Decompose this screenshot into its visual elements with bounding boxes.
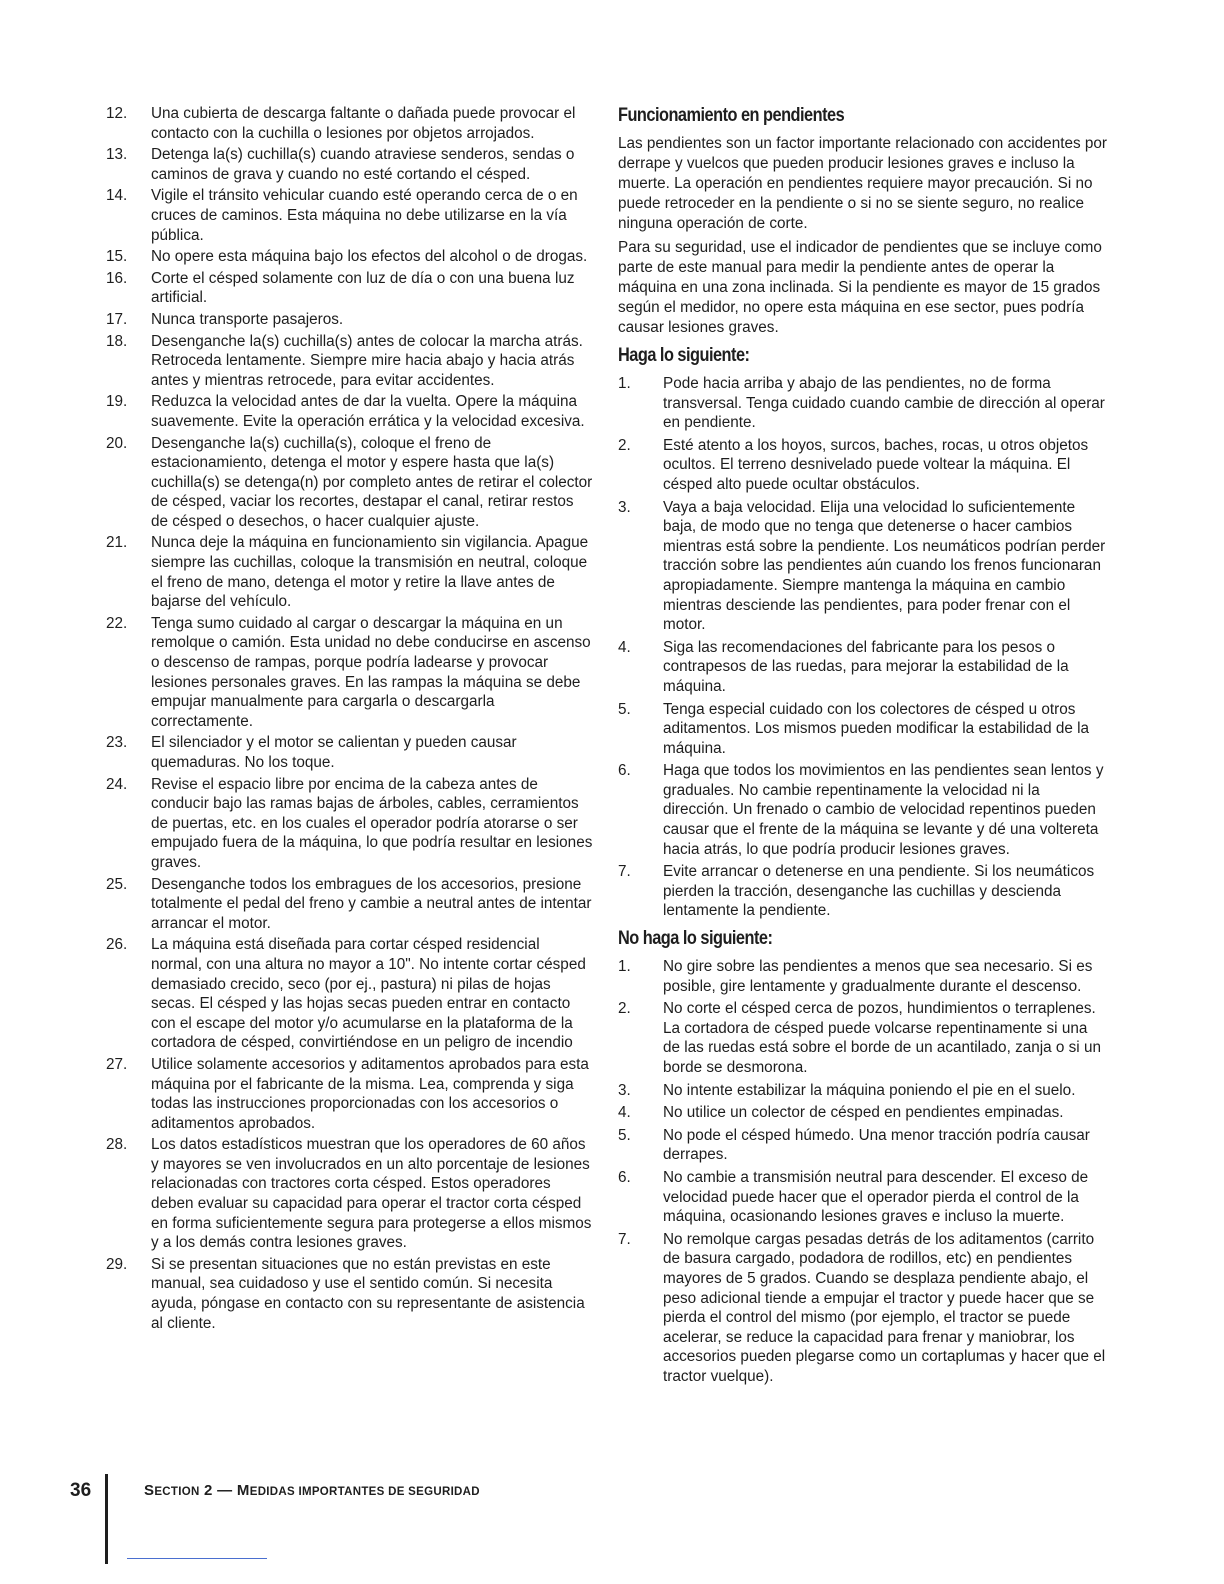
- safety-rules-list: [106, 104, 594, 1333]
- list-item: [618, 374, 1108, 433]
- item-number: 24.: [106, 775, 128, 793]
- list-item: [618, 999, 1108, 1077]
- section-prefix: S: [144, 1482, 155, 1499]
- list-item: [106, 733, 594, 772]
- item-text: Evite arrancar o detenerse en una pendiente. Si los neumáticos pierden la tracción, desenganche las cuchillas y descienda lentamente la pendiente.: [663, 863, 1095, 920]
- item-number: 4.: [618, 1104, 631, 1122]
- item-number: 19.: [106, 393, 128, 411]
- do-heading: Haga lo siguiente:: [618, 345, 750, 366]
- left-column: [106, 104, 594, 1335]
- list-item: [106, 935, 594, 1053]
- item-text: Siga las recomendaciones del fabricante para los pesos o contrapesos de las ruedas, para mejorar la estabilidad de la máquina.: [663, 638, 1069, 695]
- item-text: Una cubierta de descarga faltante o dañada puede provocar el contacto con la cuchilla o lesiones por objetos arrojados.: [151, 105, 576, 142]
- list-item: [106, 1255, 594, 1333]
- list-item: [618, 761, 1108, 859]
- item-number: 16.: [106, 269, 128, 287]
- item-number: 5.: [618, 1126, 631, 1144]
- item-number: 1.: [618, 958, 631, 976]
- item-number: 15.: [106, 248, 128, 266]
- item-text: No opere esta máquina bajo los efectos del alcohol o de drogas.: [151, 248, 588, 266]
- list-item: [618, 498, 1108, 635]
- list-item: [106, 310, 594, 330]
- list-item: [106, 614, 594, 732]
- item-text: No utilice un colector de césped en pendientes empinadas.: [663, 1104, 1064, 1122]
- list-item: [618, 1168, 1108, 1227]
- list-item: [106, 247, 594, 267]
- item-number: 3.: [618, 498, 631, 516]
- item-number: 20.: [106, 434, 128, 452]
- list-item: [106, 875, 594, 934]
- list-item: [106, 1055, 594, 1133]
- item-text: No intente estabilizar la máquina poniendo el pie en el suelo.: [663, 1081, 1076, 1099]
- item-text: Vigile el tránsito vehicular cuando esté operando cerca de o en cruces de caminos. Esta máquina no debe utilizarse en la vía pública.: [151, 187, 578, 244]
- item-text: No remolque cargas pesadas detrás de los aditamentos (carrito de basura cargado, podadora de rodillos, etc) en pendientes mayores de 5 grados. Cuando se desplaza pendiente abajo, el peso adicional tiende a empujar el tractor y puede hacer que se pierda el control del mismo (por ejemplo, el tractor se puede acelerar, se reduce la capacidad para frenar y maniobrar, los accesorios pueden plegarse como un cortaplumas y hacer que el tractor vuelque).: [663, 1230, 1106, 1385]
- dont-heading: No haga lo siguiente:: [618, 928, 773, 950]
- list-item: [618, 957, 1108, 996]
- item-number: 7.: [618, 1230, 631, 1248]
- section-number: 2 —: [204, 1482, 233, 1499]
- item-text: Nunca transporte pasajeros.: [151, 310, 344, 328]
- item-text: Revise el espacio libre por encima de la cabeza antes de conducir bajo las ramas bajas de árboles, cables, cerramientos de puertas, etc. en los cuales el operador podría atorarse o ser empujado fuera de la máquina, lo que podría resultar en lesiones graves.: [151, 775, 593, 871]
- section-title-small: EDIDAS IMPORTANTES DE SEGURIDAD: [249, 1486, 480, 1498]
- item-number: 17.: [106, 310, 128, 328]
- item-text: Desenganche la(s) cuchilla(s), coloque el freno de estacionamiento, detenga el motor y espere hasta que la(s) cuchilla(s) se detenga(n) por completo antes de retirar el colector de césped, vaciar los recortes, destapar el canal, retirar restos de césped o desechos, o hacer cualquier ajuste.: [151, 434, 593, 530]
- item-number: 6.: [618, 762, 631, 780]
- item-number: 18.: [106, 332, 128, 350]
- item-number: 28.: [106, 1136, 128, 1154]
- item-number: 22.: [106, 614, 128, 632]
- item-text: Utilice solamente accesorios y aditamentos aprobados para esta máquina por el fabricante de la misma. Lea, comprenda y siga todas las instrucciones proporcionadas con los accesorios o aditamentos aprobados.: [151, 1055, 589, 1132]
- page-number: 36: [70, 1480, 92, 1501]
- list-item: [618, 1126, 1108, 1165]
- list-item: [618, 1103, 1108, 1123]
- do-list: [618, 374, 1108, 921]
- item-text: Detenga la(s) cuchilla(s) cuando atraviese senderos, sendas o caminos de grava y cuando no esté cortando el césped.: [151, 146, 575, 183]
- section-title-cap: M: [236, 1482, 250, 1499]
- list-item: [106, 269, 594, 308]
- item-text: No pode el césped húmedo. Una menor tracción podría causar derrapes.: [663, 1126, 1090, 1164]
- section-prefix-small: ECTION: [154, 1486, 200, 1498]
- bottom-rule: [127, 1558, 267, 1559]
- item-text: Tenga sumo cuidado al cargar o descargar la máquina en un remolque o camión. Esta unidad no debe conducirse en ascenso o descenso de rampas, porque podría ladearse y provocar lesiones personales graves. En las rampas la máquina se debe empujar manualmente para cargarla o descargarla correctamente.: [151, 614, 591, 730]
- item-number: 27.: [106, 1055, 128, 1073]
- list-item: [106, 104, 594, 143]
- item-text: Los datos estadísticos muestran que los operadores de 60 años y mayores se ven involucrados en un alto porcentaje de lesiones relacionadas con tractores corta césped. Estos operadores deben evaluar su capacidad para operar el tractor corta césped en forma suficientemente segura para protegerse a ellos mismos y a los demás contra lesiones graves.: [151, 1136, 592, 1252]
- item-number: 6.: [618, 1168, 631, 1186]
- item-text: Tenga especial cuidado con los colectores de césped u otros aditamentos. Los mismos pueden modificar la estabilidad de la máquina.: [663, 700, 1089, 757]
- item-number: 2.: [618, 1000, 631, 1018]
- item-text: Desenganche la(s) cuchilla(s) antes de colocar la marcha atrás. Retroceda lentamente. Siempre mire hacia abajo y hacia atrás antes y mientras retrocede, para evitar accidentes.: [151, 332, 583, 389]
- list-item: [618, 1081, 1108, 1101]
- dont-list: [618, 957, 1108, 1386]
- item-number: 5.: [618, 700, 631, 718]
- list-item: [106, 775, 594, 873]
- list-item: [618, 700, 1108, 759]
- list-item: [618, 862, 1108, 921]
- list-item: [106, 1135, 594, 1253]
- slopes-paragraph-2: Para su seguridad, use el indicador de pendientes que se incluye como parte de este manual para medir la pendiente antes de operar la máquina en una zona inclinada. Si la pendiente es mayor de 15 grados según el medidor, no opere esta máquina en ese sector, pues podría causar lesiones graves.: [618, 239, 1102, 336]
- list-item: [106, 145, 594, 184]
- list-item: [106, 533, 594, 611]
- item-number: 12.: [106, 105, 128, 122]
- item-number: 2.: [618, 436, 631, 454]
- item-text: Desenganche todos los embragues de los accesorios, presione totalmente el pedal del freno y cambie a neutral antes de intentar arrancar el motor.: [151, 875, 592, 932]
- item-number: 21.: [106, 534, 128, 552]
- list-item: [618, 436, 1108, 495]
- item-number: 3.: [618, 1081, 631, 1099]
- list-item: [106, 186, 594, 245]
- right-column: [618, 104, 1108, 1390]
- list-item: [106, 434, 594, 532]
- item-text: El silenciador y el motor se calientan y pueden causar quemaduras. No los toque.: [151, 734, 517, 771]
- item-text: Pode hacia arriba y abajo de las pendientes, no de forma transversal. Tenga cuidado cuando cambie de dirección al operar en pendiente.: [663, 375, 1105, 432]
- item-text: No corte el césped cerca de pozos, hundimientos o terraplenes. La cortadora de césped puede volcarse repentinamente si una de las ruedas está sobre el borde de un acantilado, zanja o si un borde se desmorona.: [663, 1000, 1101, 1076]
- item-text: Vaya a baja velocidad. Elija una velocidad lo suficientemente baja, de modo que no tenga que detenerse o hacer cambios mientras está sobre la pendiente. Los neumáticos podrían perder tracción sobre las pendientes aún cuando los frenos funcionaran apropiadamente. Siempre mantenga la máquina en cambio mientras desciende las pendientes, para poder frenar con el motor.: [663, 498, 1106, 634]
- item-text: Esté atento a los hoyos, surcos, baches, rocas, u otros objetos ocultos. El terreno desnivelado puede voltear la máquina. El césped alto puede ocultar obstáculos.: [663, 436, 1089, 493]
- item-text: No gire sobre las pendientes a menos que sea necesario. Si es posible, gire lentamente y gradualmente durante el descenso.: [663, 958, 1093, 995]
- section-title: [144, 1482, 480, 1499]
- item-text: Nunca deje la máquina en funcionamiento sin vigilancia. Apague siempre las cuchillas, coloque la transmisión en neutral, coloque el freno de mano, detenga el motor y retire la llave antes de bajarse del vehículo.: [151, 534, 589, 611]
- item-number: 26.: [106, 936, 128, 954]
- item-text: Si se presentan situaciones que no están previstas en este manual, sea cuidadoso y use el sentido común. Si necesita ayuda, póngase en contacto con su representante de asistencia al cliente.: [151, 1255, 585, 1332]
- item-number: 4.: [618, 638, 631, 656]
- list-item: [618, 638, 1108, 697]
- item-number: 25.: [106, 875, 128, 893]
- slopes-heading: Funcionamiento en pendientes: [618, 105, 845, 126]
- item-number: 14.: [106, 187, 128, 205]
- item-number: 29.: [106, 1255, 128, 1273]
- list-item: [106, 392, 594, 431]
- item-number: 13.: [106, 146, 128, 164]
- list-item: [618, 1230, 1108, 1387]
- footer-divider: [105, 1474, 108, 1564]
- item-number: 1.: [618, 375, 631, 392]
- item-text: Corte el césped solamente con luz de día o con una buena luz artificial.: [151, 269, 575, 307]
- item-number: 23.: [106, 734, 128, 752]
- list-item: [106, 332, 594, 391]
- item-text: No cambie a transmisión neutral para descender. El exceso de velocidad puede hacer que el operador pierda el control de la máquina, ocasionando lesiones graves e incluso la muerte.: [663, 1168, 1089, 1226]
- item-text: Reduzca la velocidad antes de dar la vuelta. Opere la máquina suavemente. Evite la operación errática y la velocidad excesiva.: [151, 393, 585, 430]
- item-text: La máquina está diseñada para cortar césped residencial normal, con una altura no mayor a 10". No intente cortar césped demasiado crecido, seco (por ej., pastura) ni pilas de hojas secas. El césped y las hojas secas pueden entrar en contacto con el escape del motor y/o acumularse en la plataforma de la cortadora de césped, convirtiéndose en un peligro de incendio: [151, 936, 586, 1052]
- item-number: 7.: [618, 863, 631, 881]
- slopes-paragraph-1: Las pendientes son un factor importante relacionado con accidentes por derrape y vuelcos que pueden producir lesiones graves e incluso la muerte. La operación en pendientes requiere mayor precaución. Si no puede retroceder en la pendiente o si no se siente seguro, no realice ninguna operación de corte.: [618, 135, 1107, 232]
- item-text: Haga que todos los movimientos en las pendientes sean lentos y graduales. No cambie repentinamente la velocidad ni la dirección. Un frenado o cambio de velocidad repentinos pueden causar que el frente de la máquina se levante y dé una voltereta hacia atrás, lo que podría producir lesiones graves.: [663, 762, 1104, 858]
